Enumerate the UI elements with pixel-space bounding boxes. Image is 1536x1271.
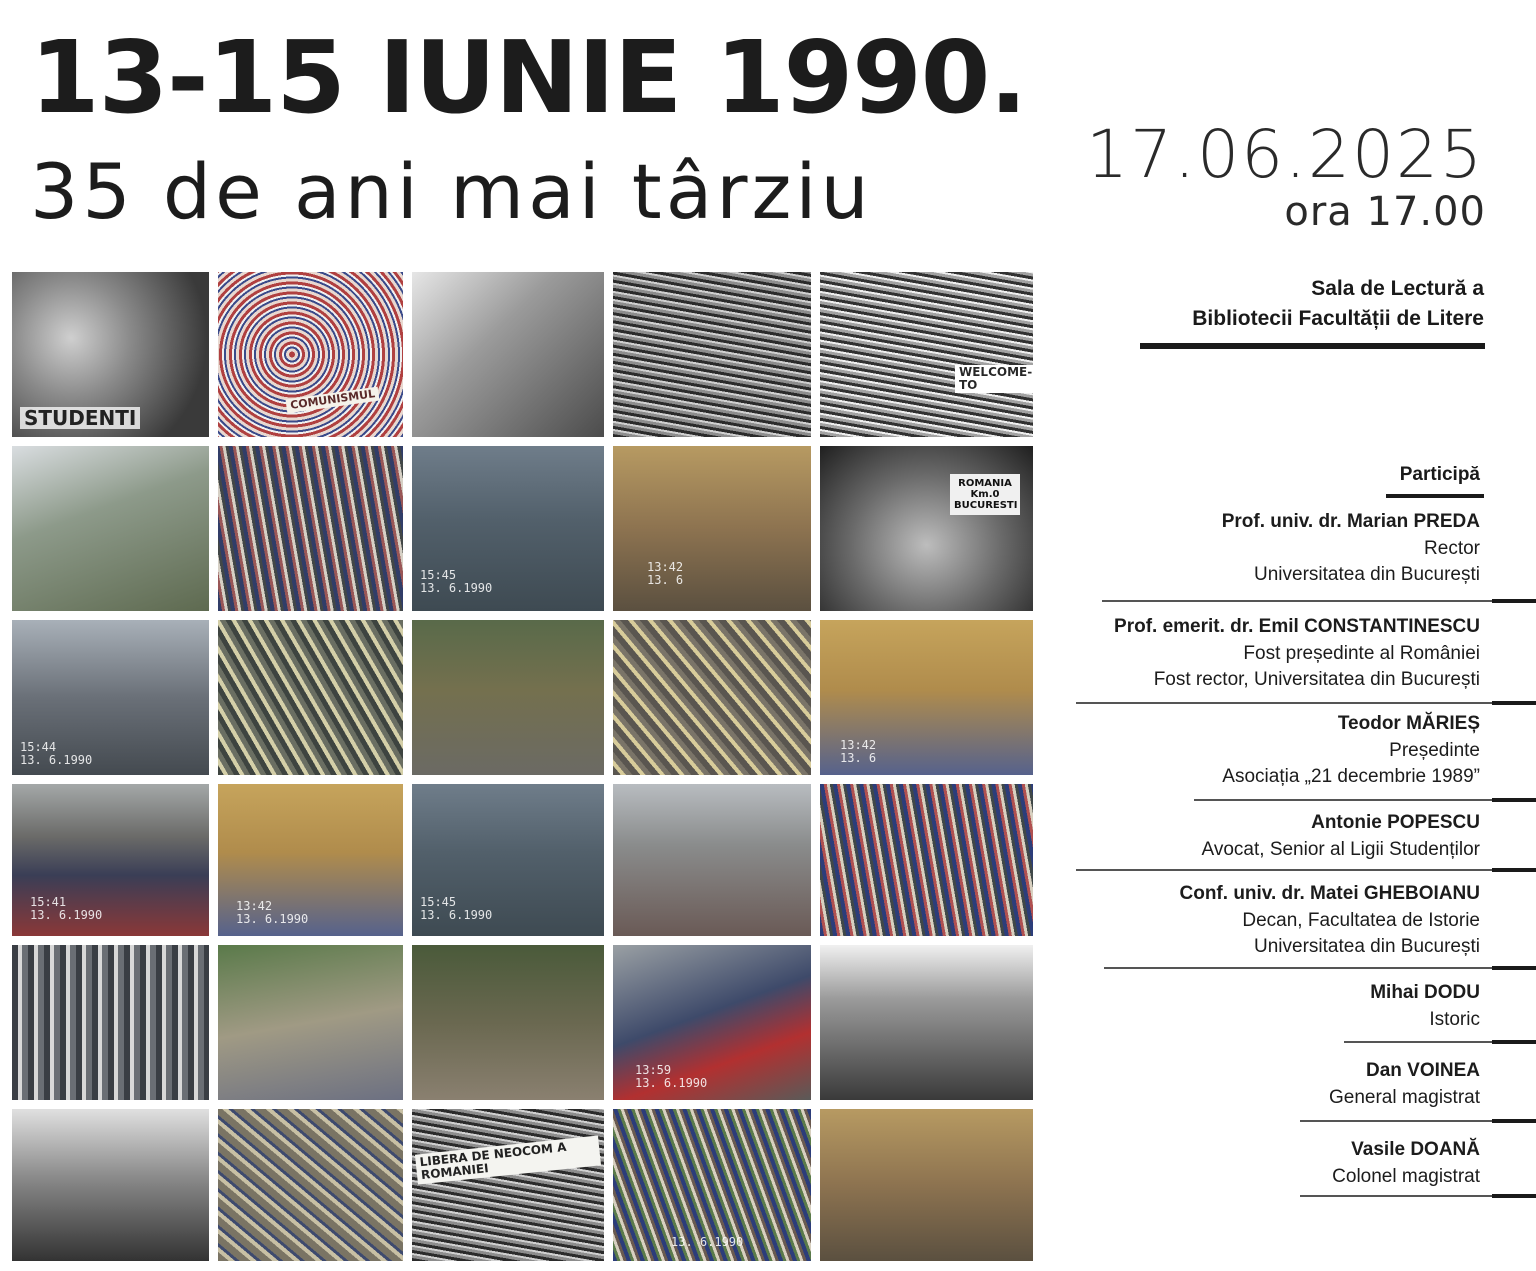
page-subtitle: 35 de ani mai târziu <box>30 147 873 236</box>
participant-separator <box>1300 1195 1492 1197</box>
photo-grid <box>12 272 1033 1259</box>
photo-tile <box>613 945 811 1100</box>
participant-entry <box>1222 711 1480 791</box>
photo-tile <box>218 272 403 437</box>
photo-tile <box>412 1109 604 1261</box>
photo-tile <box>820 446 1033 611</box>
photo-tile <box>12 784 209 936</box>
participant-role: Președinte <box>1389 739 1480 761</box>
separator-tick <box>1492 1194 1536 1198</box>
participant-separator <box>1194 799 1492 801</box>
participant-role: Rector <box>1424 537 1480 559</box>
participant-affiliation: Fost rector, Universitatea din București <box>1153 669 1480 690</box>
participant-name: Mihai DODU <box>1370 982 1480 1003</box>
photo-caption: WELCOME-TO <box>955 365 1033 393</box>
photo-tile <box>820 620 1033 775</box>
photo-tile <box>218 620 403 775</box>
photo-tile <box>218 945 403 1100</box>
separator-tick <box>1492 1040 1536 1044</box>
photo-caption: LIBERA DE NEOCOM A ROMANIEI <box>415 1135 601 1184</box>
participant-affiliation: Universitatea din București <box>1254 564 1480 585</box>
photo-tile <box>820 272 1033 437</box>
participant-separator <box>1344 1041 1492 1043</box>
venue-underline <box>1140 343 1485 349</box>
photo-tile <box>12 1109 209 1261</box>
photo-caption: 13. 6.1990 <box>671 1234 744 1249</box>
participant-role: Fost președinte al României <box>1243 642 1480 664</box>
photo-caption: STUDENTI <box>20 407 140 429</box>
participant-separator <box>1076 702 1492 704</box>
participant-separator <box>1076 869 1492 871</box>
venue-line-1: Sala de Lectură a <box>1311 277 1484 300</box>
photo-tile <box>412 446 604 611</box>
photo-tile <box>820 945 1033 1100</box>
separator-tick <box>1492 1119 1536 1123</box>
participant-name: Prof. univ. dr. Marian PREDA <box>1221 511 1480 532</box>
photo-tile <box>613 1109 811 1261</box>
participants-heading-underline <box>1386 494 1484 498</box>
event-date: 17.06.2025 <box>1086 116 1484 193</box>
photo-tile <box>412 272 604 437</box>
photo-caption: 13:42 13. 6 <box>647 559 684 587</box>
photo-caption: ROMANIA Km.0 BUCURESTI <box>950 474 1020 515</box>
participant-name: Conf. univ. dr. Matei GHEBOIANU <box>1179 883 1480 904</box>
photo-tile <box>218 1109 403 1261</box>
participant-affiliation: Asociația „21 decembrie 1989” <box>1222 766 1480 787</box>
photo-tile <box>613 784 811 936</box>
participant-separator <box>1300 1120 1492 1122</box>
photo-tile <box>218 784 403 936</box>
participants-heading: Participă <box>1399 464 1480 485</box>
photo-tile <box>613 446 811 611</box>
separator-tick <box>1492 798 1536 802</box>
participant-role: Istoric <box>1429 1008 1480 1030</box>
photo-tile <box>12 446 209 611</box>
photo-caption: 15:45 13. 6.1990 <box>420 567 493 595</box>
photo-caption: 15:44 13. 6.1990 <box>20 739 93 767</box>
participant-entry <box>1202 810 1480 863</box>
participant-entry <box>1180 881 1481 961</box>
separator-tick <box>1492 966 1536 970</box>
participant-name: Prof. emerit. dr. Emil CONSTANTINESCU <box>1114 616 1480 637</box>
photo-caption: 15:45 13. 6.1990 <box>420 894 493 922</box>
photo-caption: COMUNISMUL <box>285 386 379 413</box>
participant-role: Decan, Facultatea de Istorie <box>1242 909 1480 931</box>
photo-tile <box>820 1109 1033 1261</box>
venue-line-2: Bibliotecii Facultății de Litere <box>1192 307 1484 330</box>
photo-tile <box>12 945 209 1100</box>
photo-tile <box>820 784 1033 936</box>
participant-role: Colonel magistrat <box>1332 1165 1480 1187</box>
photo-tile <box>412 945 604 1100</box>
photo-caption: 13:59 13. 6.1990 <box>635 1062 708 1090</box>
photo-tile <box>412 784 604 936</box>
photo-tile <box>12 620 209 775</box>
photo-tile <box>613 620 811 775</box>
participant-name: Dan VOINEA <box>1365 1060 1480 1081</box>
participant-entry <box>1222 509 1480 589</box>
separator-tick <box>1492 868 1536 872</box>
participant-entry <box>1329 1058 1480 1111</box>
photo-tile <box>218 446 403 611</box>
participant-entry <box>1370 980 1480 1033</box>
participant-separator <box>1102 600 1492 602</box>
participant-entry <box>1332 1137 1480 1190</box>
participant-role: General magistrat <box>1328 1086 1480 1108</box>
participant-role: Avocat, Senior al Ligii Studenților <box>1201 838 1480 860</box>
participant-separator <box>1104 967 1492 969</box>
photo-tile <box>12 272 209 437</box>
separator-tick <box>1492 599 1536 603</box>
page-title: 13-15 IUNIE 1990. <box>30 19 1027 136</box>
participant-name: Vasile DOANĂ <box>1351 1139 1480 1160</box>
photo-caption: 13:42 13. 6 <box>840 737 877 765</box>
participant-name: Teodor MĂRIEȘ <box>1337 713 1480 734</box>
photo-tile <box>412 620 604 775</box>
event-hour: ora 17.00 <box>1284 189 1486 235</box>
photo-caption: 13:42 13. 6.1990 <box>236 898 309 926</box>
separator-tick <box>1492 701 1536 705</box>
participant-name: Antonie POPESCU <box>1311 812 1480 833</box>
event-venue <box>1192 274 1484 334</box>
photo-caption: 15:41 13. 6.1990 <box>30 894 103 922</box>
participant-affiliation: Universitatea din București <box>1254 936 1480 957</box>
photo-tile <box>613 272 811 437</box>
participant-entry <box>1114 614 1480 694</box>
